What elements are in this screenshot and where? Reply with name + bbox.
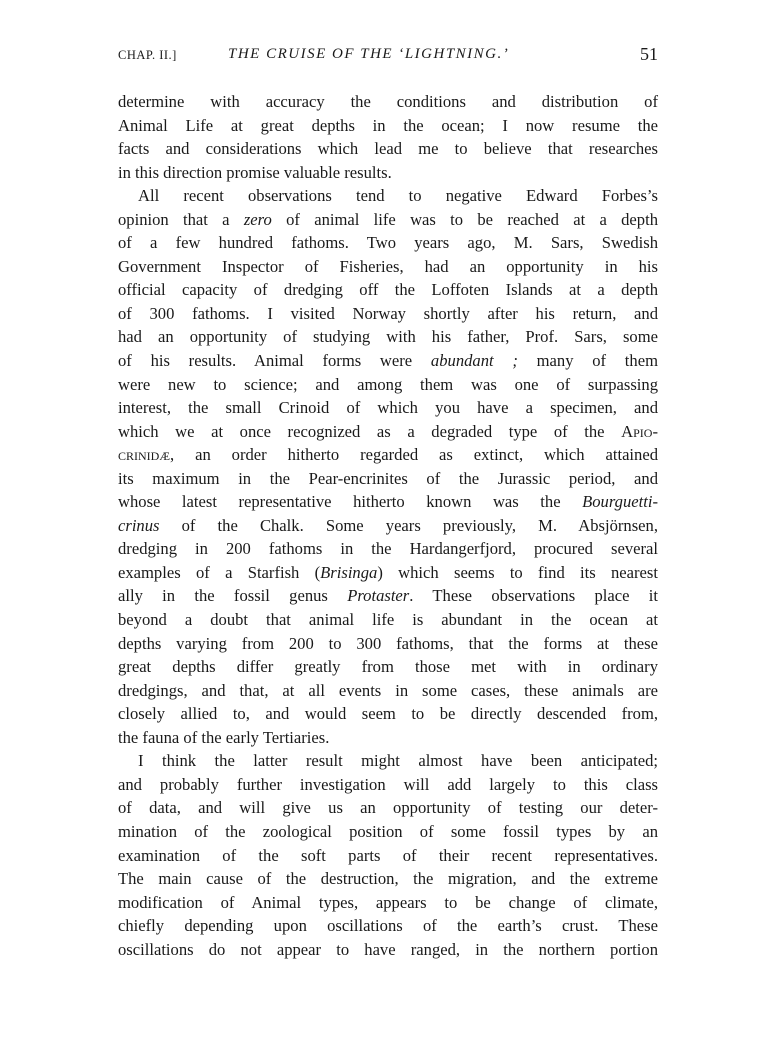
text-segment: of data, and will give us an opportunity of testing our deter- [118, 798, 658, 818]
text-line [118, 914, 658, 938]
italic-term: Protaster [347, 586, 410, 606]
text-segment: , an order hitherto regarded as extinct, which attained [170, 445, 658, 465]
text-line [118, 749, 658, 773]
text-line [118, 773, 658, 797]
text-line [118, 584, 658, 608]
text-line [118, 114, 658, 138]
text-line [118, 679, 658, 703]
italic-term: crinus [118, 515, 160, 535]
text-segment: determine with accuracy the conditions and distribution of [118, 92, 658, 111]
text-line [118, 490, 658, 514]
running-head [118, 44, 658, 70]
italic-term: abundant ; [430, 351, 518, 371]
text-line [118, 537, 658, 561]
text-segment: Animal Life at great depths in the ocean; I now resume the [118, 115, 658, 135]
text-line [118, 608, 658, 632]
text-line [118, 938, 658, 962]
text-segment: of animal life was to be reached at a depth [271, 209, 658, 229]
text-line [118, 90, 658, 114]
text-line [118, 278, 658, 302]
text-segment: examination of the soft parts of their recent representatives. [118, 845, 658, 865]
text-line [118, 325, 658, 349]
text-segment: ally in the fossil genus [118, 586, 348, 606]
text-line [118, 420, 658, 444]
text-segment: modification of Animal types, appears to be change of climate, [118, 892, 658, 912]
small-caps-term: crinidæ [118, 445, 171, 465]
text-segment: facts and considerations which lead me to believe that researches [118, 139, 658, 159]
text-line [118, 255, 658, 279]
text-segment: great depths differ greatly from those met with in ordinary [118, 657, 658, 677]
text-segment: . These observations place it [409, 586, 658, 606]
text-line [118, 820, 658, 844]
text-segment: chiefly depending upon oscillations of the earth’s crust. These [118, 916, 658, 936]
text-segment: were new to science; and among them was one of surpassing [118, 374, 658, 394]
text-line [118, 514, 658, 538]
text-line [118, 702, 658, 726]
text-segment: beyond a doubt that animal life is abundant in the ocean at [118, 610, 658, 630]
text-segment: the fauna of the early Tertiaries. [118, 727, 330, 747]
text-segment: many of them [517, 351, 658, 371]
text-segment: closely allied to, and would seem to be directly descended from, [118, 704, 658, 724]
text-segment: and probably further investigation will add largely to this class [118, 774, 658, 794]
text-segment: of the Chalk. Some years previously, M. Absjörnsen, [159, 515, 658, 535]
text-segment: interest, the small Crinoid of which you have a specimen, and [118, 398, 658, 418]
text-segment: The main cause of the destruction, the migration, and the extreme [118, 869, 658, 889]
text-line [118, 796, 658, 820]
italic-term: zero [243, 209, 272, 229]
text-line [118, 231, 658, 255]
text-segment: its maximum in the Pear-encrinites of the Jurassic period, and [118, 468, 658, 488]
text-line [118, 655, 658, 679]
text-segment: of his results. Animal forms were [118, 351, 431, 371]
text-segment: official capacity of dredging off the Loffoten Islands at a depth [118, 280, 658, 300]
italic-term: Brisinga [320, 562, 378, 582]
text-line [118, 891, 658, 915]
text-segment: mination of the zoological position of some fossil types by an [118, 821, 658, 841]
text-segment: All recent observations tend to negative Edward Forbes’s [138, 186, 658, 206]
text-segment: of a few hundred fathoms. Two years ago, M. Sars, Swedish [118, 233, 658, 253]
text-segment: opinion that a [118, 209, 244, 229]
text-line [118, 396, 658, 420]
small-caps-term: Apio- [621, 421, 658, 441]
text-segment: which we at once recognized as a degraded type of the [118, 421, 622, 441]
text-line [118, 208, 658, 232]
text-line [118, 632, 658, 656]
body-text [118, 90, 658, 961]
book-page [118, 44, 658, 961]
text-line [118, 137, 658, 161]
text-segment: I think the latter result might almost have been anticipated; [138, 751, 658, 771]
running-title: THE CRUISE OF THE ‘LIGHTNING.’ [228, 46, 510, 62]
page-number: 51 [640, 44, 658, 64]
text-segment: whose latest representative hitherto known was the [118, 492, 583, 512]
text-line [118, 467, 658, 491]
text-line [118, 443, 658, 467]
text-segment: had an opportunity of studying with his father, Prof. Sars, some [118, 327, 658, 347]
text-line [118, 302, 658, 326]
text-line [118, 161, 658, 185]
text-segment: of 300 fathoms. I visited Norway shortly after his return, and [118, 303, 658, 323]
text-line [118, 867, 658, 891]
text-line [118, 184, 658, 208]
text-line [118, 349, 658, 373]
text-line [118, 561, 658, 585]
italic-term: Bourguetti- [582, 492, 658, 512]
text-segment: examples of a Starfish ( [118, 562, 321, 582]
text-line [118, 844, 658, 868]
text-line [118, 726, 658, 750]
text-segment: oscillations do not appear to have ranged, in the northern portion [118, 939, 658, 959]
text-segment: in this direction promise valuable results. [118, 162, 392, 182]
text-line [118, 373, 658, 397]
text-segment: ) which seems to find its nearest [377, 562, 658, 582]
chapter-reference: CHAP. II.] [118, 48, 177, 62]
text-segment: dredgings, and that, at all events in some cases, these animals are [118, 680, 658, 700]
text-segment: depths varying from 200 to 300 fathoms, that the forms at these [118, 633, 658, 653]
text-segment: dredging in 200 fathoms in the Hardangerfjord, procured several [118, 539, 658, 559]
text-segment: Government Inspector of Fisheries, had an opportunity in his [118, 256, 658, 276]
